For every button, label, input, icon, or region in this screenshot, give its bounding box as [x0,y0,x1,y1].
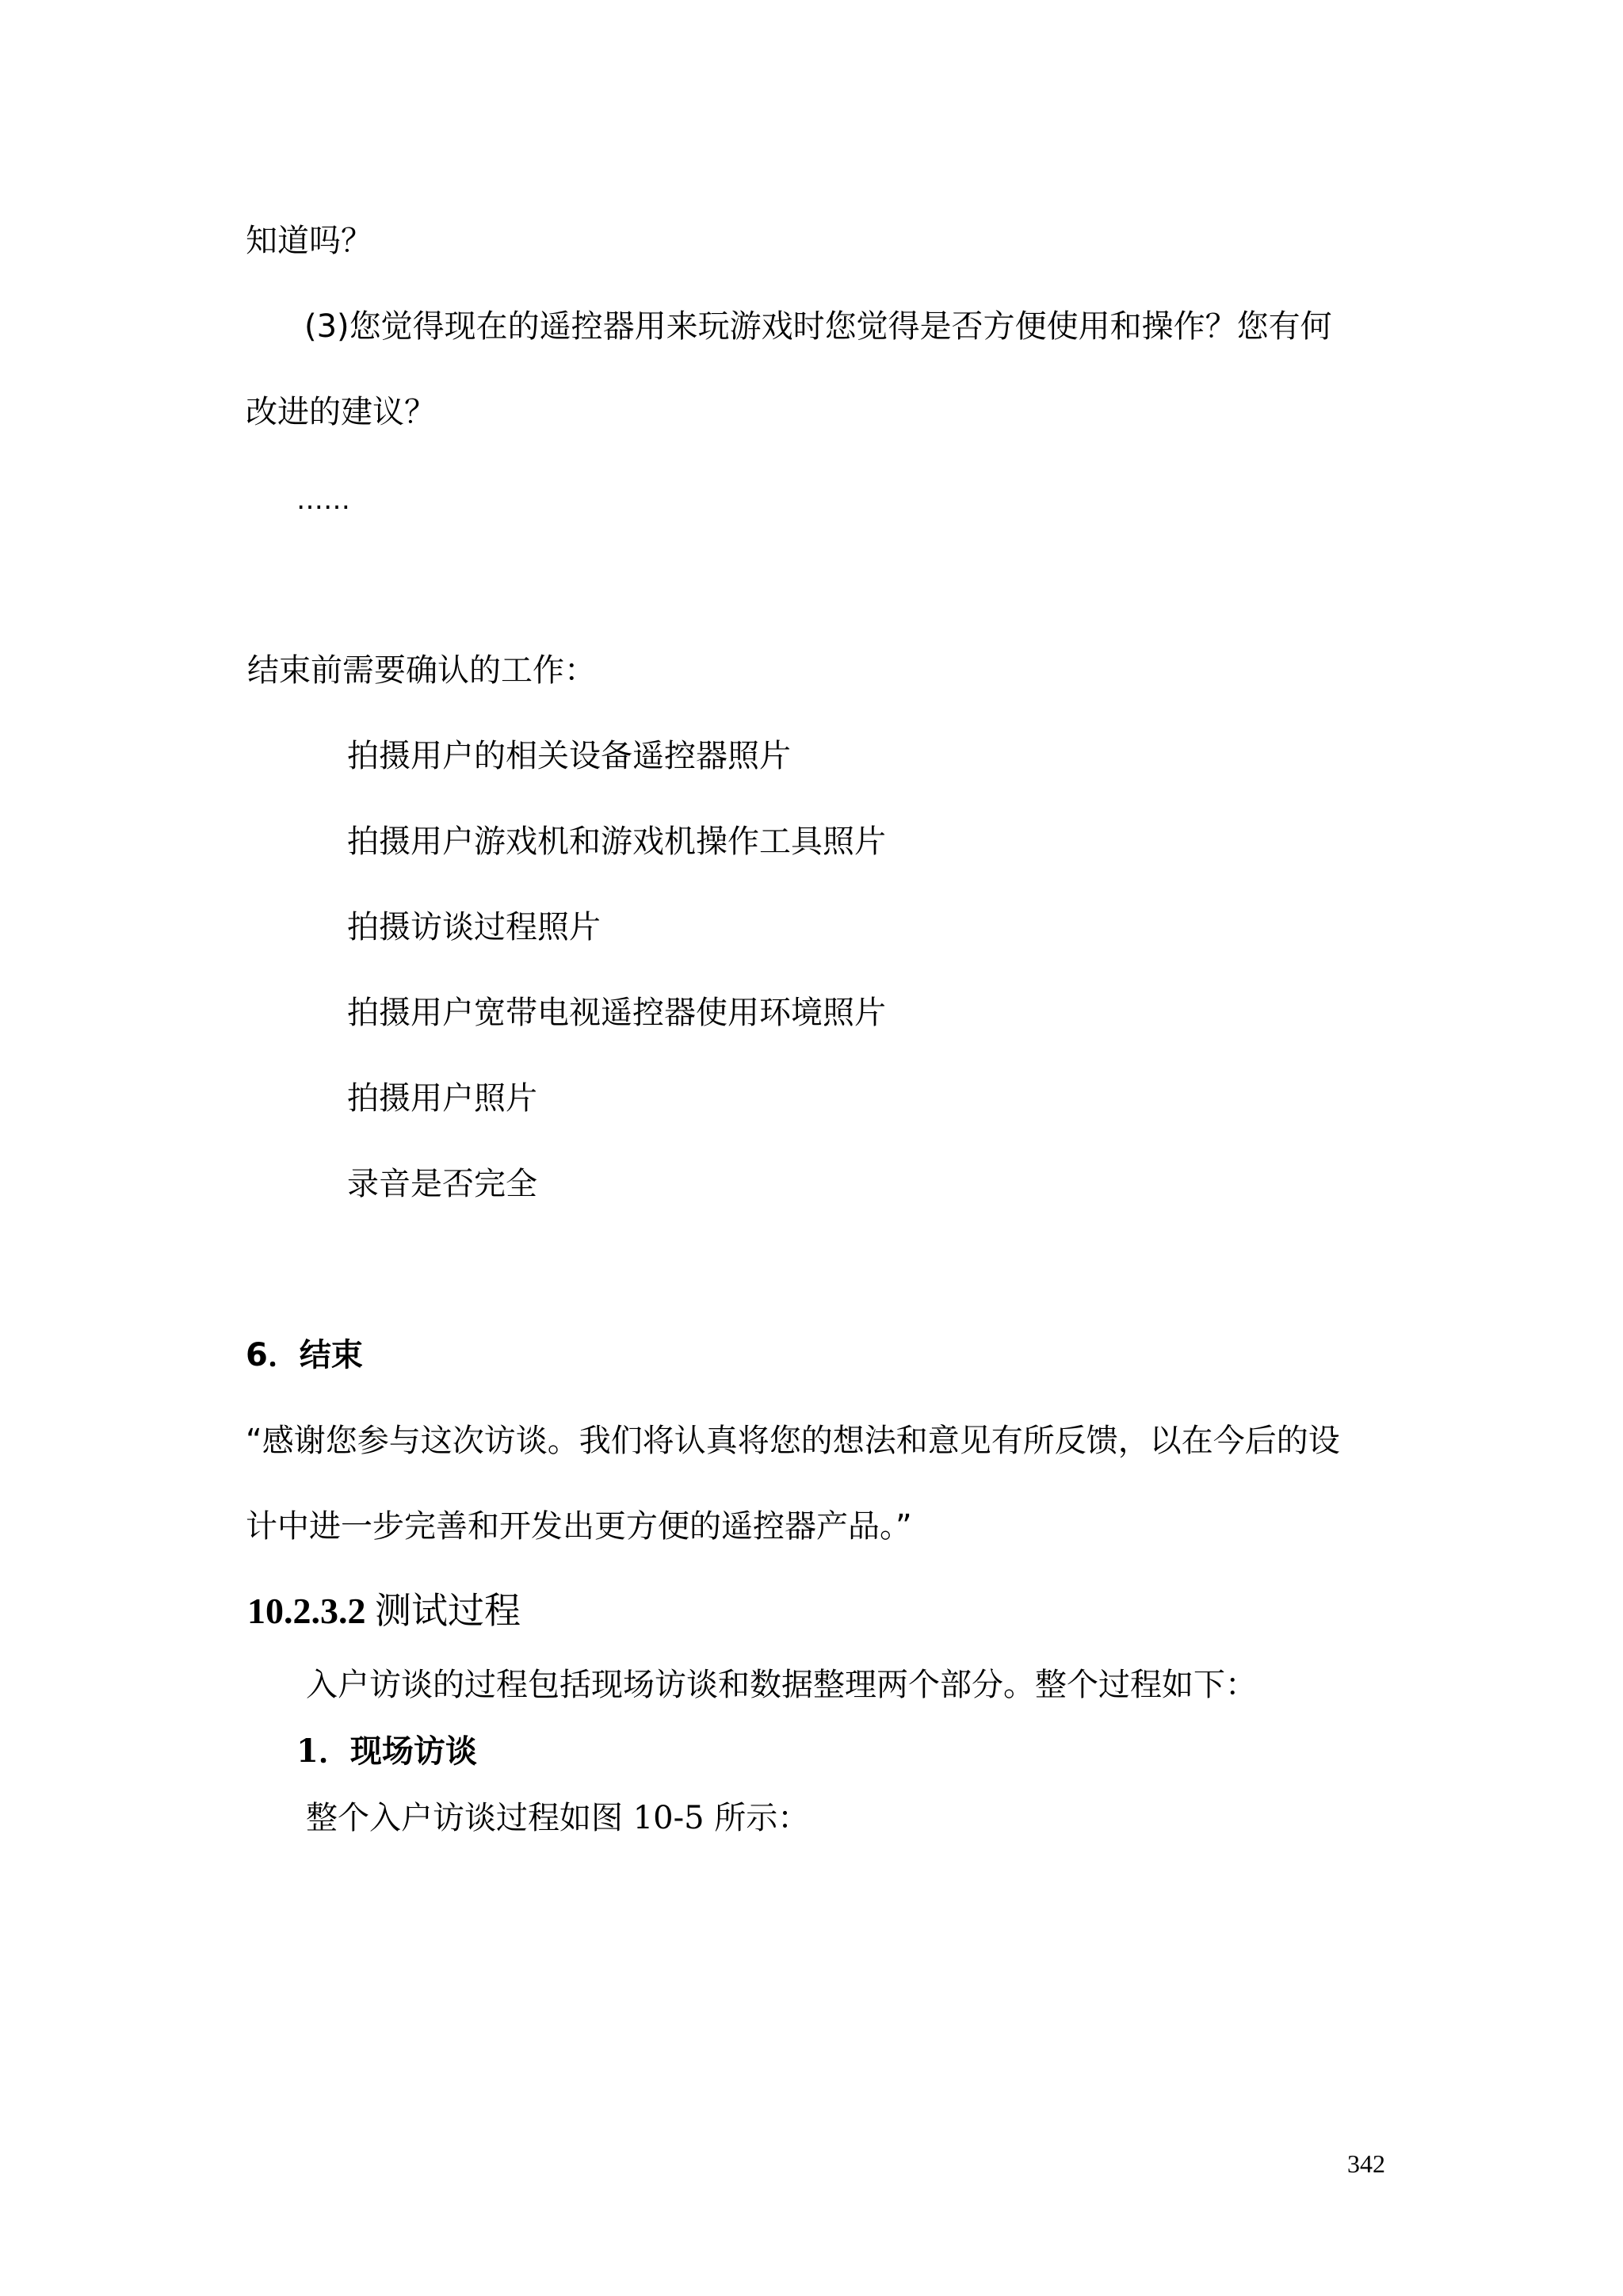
section-title: 测试过程 [375,1591,521,1631]
checklist-item: 拍摄访谈过程照片 [347,909,601,946]
section-number: 10.2.3.2 [247,1591,366,1631]
closing-text-line-1: “感谢您参与这次访谈。我们将认真将您的想法和意见有所反馈，以在今后的设 [246,1423,1340,1459]
section-heading [247,1593,521,1629]
checklist-item: 录音是否完全 [347,1166,537,1202]
checklist-item: 拍摄用户游戏机和游戏机操作工具照片 [347,823,886,860]
question-3-line-2: 改进的建议？ [246,394,436,430]
closing-text-line-2: 计中进一步完善和开发出更方便的遥控器产品。” [246,1508,912,1545]
checklist-item: 拍摄用户的相关设备遥控器照片 [347,738,791,774]
checklist-item: 拍摄用户宽带电视遥控器使用环境照片 [347,995,886,1031]
checklist-title: 结束前需要确认的工作： [247,652,596,689]
section-intro: 入户访谈的过程包括现场访谈和数据整理两个部分。整个过程如下： [306,1667,1257,1703]
checklist-item: 拍摄用户照片 [347,1080,537,1117]
closing-heading: 6．结束 [246,1337,363,1373]
q2-continuation: 知道吗？ [246,223,372,259]
page-number: 342 [1347,2149,1385,2178]
question-3-line-1: (3)您觉得现在的遥控器用来玩游戏时您觉得是否方便使用和操作？您有何 [304,308,1332,345]
sub-heading: 1．现场访谈 [296,1733,477,1770]
sub-text: 整个入户访谈过程如图 10-5 所示： [306,1800,810,1836]
ellipsis: …… [296,484,350,516]
